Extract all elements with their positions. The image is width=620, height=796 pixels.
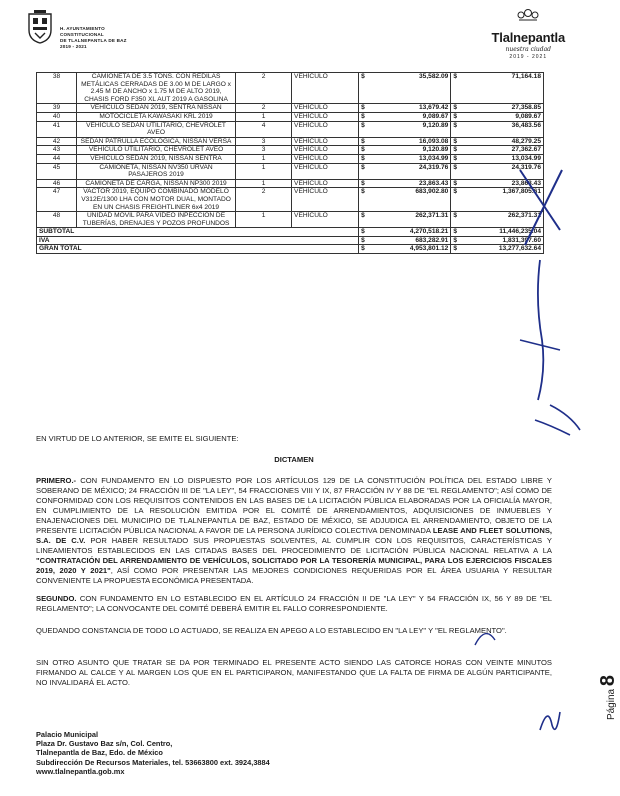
row-total: [451, 188, 544, 212]
totals-spacer: [236, 228, 359, 237]
table-row: [37, 179, 544, 188]
primero-paragraph: [36, 476, 552, 586]
page-marker: [597, 675, 620, 720]
totals-spacer: [236, 245, 359, 254]
row-quantity: 1: [236, 154, 292, 163]
row-total: [451, 154, 544, 163]
row-number: 42: [37, 137, 77, 146]
row-unit-price: [359, 179, 451, 188]
row-quantity: 1: [236, 163, 292, 179]
footer-line-3: Tlalnepantla de Baz, Edo. de México: [36, 748, 163, 758]
unit-price-value: 13,034.99: [419, 154, 449, 162]
row-unit: VEHÍCULO: [292, 104, 359, 113]
row-description: VEHÍCULO UTILITARIO, CHEVROLET AVEO: [77, 146, 236, 155]
currency-sign: $: [453, 112, 458, 120]
row-quantity: 2: [236, 188, 292, 212]
org-line-2: CONSTITUCIONAL: [60, 32, 104, 37]
row-total: [451, 104, 544, 113]
totals-label: IVA: [37, 236, 236, 245]
footer-line-4: Subdirección De Recursos Materiales, tel. 53663800 ext. 3924,3884: [36, 757, 270, 767]
initial-signature-icon: [530, 700, 570, 740]
table-row: [37, 146, 544, 155]
row-unit-price: [359, 121, 451, 137]
total-value: 48,279.25: [511, 137, 541, 145]
footer-line-2: Plaza Dr. Gustavo Baz s/n, Col. Centro,: [36, 739, 173, 749]
municipal-seal-icon: [26, 10, 54, 44]
row-quantity: 2: [236, 73, 292, 104]
totals-value-b: 1,831,397.60: [502, 236, 541, 244]
row-total: [451, 212, 544, 228]
currency-sign: $: [361, 188, 365, 196]
totals-spacer: [236, 236, 359, 245]
row-quantity: 3: [236, 137, 292, 146]
currency-sign: $: [453, 104, 458, 112]
totals-total: [451, 245, 544, 254]
currency-sign: $: [453, 212, 458, 220]
totals-value-a: 4,953,801.12: [409, 245, 449, 253]
table-row: [37, 137, 544, 146]
table-row: [37, 104, 544, 113]
header-org-text: [60, 26, 127, 50]
currency-sign: $: [453, 146, 458, 154]
row-unit: VEHÍCULO: [292, 179, 359, 188]
totals-row: [37, 236, 544, 245]
unit-price-value: 683,902.80: [415, 188, 449, 196]
header-brand: [492, 8, 565, 60]
row-unit: VEHÍCULO: [292, 112, 359, 121]
row-number: 45: [37, 163, 77, 179]
currency-sign: $: [361, 73, 365, 80]
row-number: 47: [37, 188, 77, 212]
row-quantity: 2: [236, 104, 292, 113]
org-line-1: H. AYUNTAMIENTO: [60, 26, 105, 31]
totals-row: [37, 228, 544, 237]
row-unit-price: [359, 188, 451, 212]
totals-label: GRAN TOTAL: [37, 245, 236, 254]
row-description: UNIDAD MOVIL PARA VIDEO INPECCIÓN DE TUBERÍAS, DRENAJES Y POZOS PROFUNDOS: [77, 212, 236, 228]
row-unit-price: [359, 73, 451, 104]
total-value: 27,362.67: [511, 146, 541, 154]
currency-sign: $: [453, 163, 458, 171]
row-quantity: 3: [236, 146, 292, 155]
currency-sign: $: [361, 236, 365, 244]
total-value: 71,164.18: [511, 73, 541, 80]
vehicle-table: [36, 72, 544, 254]
currency-sign: $: [361, 121, 365, 129]
row-unit-price: [359, 212, 451, 228]
intro-text: EN VIRTUD DE LO ANTERIOR, SE EMITE EL SIGUIENTE:: [36, 434, 239, 443]
org-line-3: DE TLALNEPANTLA DE BAZ: [60, 38, 127, 43]
table-row: [37, 112, 544, 121]
unit-price-value: 9,120.89: [422, 146, 449, 154]
row-unit: VEHÍCULO: [292, 73, 359, 104]
totals-total: [451, 236, 544, 245]
closing-paragraph: SIN OTRO ASUNTO QUE TRATAR SE DA POR TERMINADO EL PRESENTE ACTO SIENDO LAS CATORCE HORAS CON VEINTE MINUTOS FIRMANDO AL CALCE Y AL MARGEN LOS QUE EN EL PARTICIPARON, MANIFESTANDO QUE LA FALTA DE FIRMA DE ALGÚN PARTICIPANTE, NO INVALIDARÁ EL ACTO.: [36, 658, 552, 687]
primero-label: PRIMERO.-: [36, 476, 77, 485]
totals-unit-price: [359, 245, 451, 254]
header-municipality: [26, 10, 127, 50]
unit-price-value: 262,371.31: [415, 212, 449, 220]
row-unit-price: [359, 146, 451, 155]
row-description: MOTOCICLETA KAWASAKI KRL 2019: [77, 112, 236, 121]
row-unit: VEHÍCULO: [292, 146, 359, 155]
total-value: 36,483.56: [511, 121, 541, 129]
total-value: 262,371.31: [507, 212, 541, 220]
unit-price-value: 16,093.08: [419, 137, 449, 145]
unit-price-value: 13,679.42: [419, 104, 449, 112]
org-line-4: 2019 - 2021: [60, 44, 87, 49]
table-row: [37, 212, 544, 228]
currency-sign: $: [453, 73, 458, 80]
currency-sign: $: [453, 236, 458, 244]
row-number: 38: [37, 73, 77, 104]
currency-sign: $: [361, 146, 365, 154]
total-value: 27,358.85: [511, 104, 541, 112]
currency-sign: $: [453, 188, 458, 196]
segundo-label: SEGUNDO.: [36, 594, 77, 603]
row-number: 41: [37, 121, 77, 137]
row-quantity: 1: [236, 179, 292, 188]
currency-sign: $: [453, 245, 458, 253]
currency-sign: $: [453, 137, 458, 145]
row-quantity: 4: [236, 121, 292, 137]
totals-value-a: 4,270,518.21: [409, 228, 449, 236]
currency-sign: $: [361, 179, 365, 187]
currency-sign: $: [361, 245, 365, 253]
footer-address: [36, 730, 270, 776]
row-unit-price: [359, 154, 451, 163]
table-row: [37, 73, 544, 104]
row-description: SEDAN PATRULLA ECOLÓGICA, NISSAN VERSA: [77, 137, 236, 146]
table-row: [37, 121, 544, 137]
row-unit: VEHÍCULO: [292, 188, 359, 212]
row-unit: VEHÍCULO: [292, 212, 359, 228]
row-quantity: 1: [236, 112, 292, 121]
dictamen-title: DICTAMEN: [274, 455, 314, 464]
total-value: 1,367,805.61: [502, 188, 541, 196]
unit-price-value: 9,089.67: [422, 112, 449, 120]
row-number: 39: [37, 104, 77, 113]
segundo-text: CON FUNDAMENTO EN LO ESTABLECIDO EN EL ARTÍCULO 24 FRACCIÓN II DE "LA LEY" Y 54 FRACCIÓN IX, 56 Y 89 DE "EL REGLAMENTO"; LA CONVOCANTE DEL COMITÉ DEBERÁ EMITIR EL FALLO CORRESPONDIENTE.: [36, 594, 552, 613]
row-unit: VEHÍCULO: [292, 121, 359, 137]
primero-text-2: POR HABER RESULTADO SUS PROPUESTAS SOLVENTES, AL CUMPLIR CON LOS REQUISITOS, CARACTERÍSTICAS Y LINEAMIENTOS ESTABLECIDOS EN LAS CITADAS BASES DEL PROCEDIMIENTO DE LICITACIÓN PÚBLICA NACIONAL RELATIVA A LA: [36, 536, 552, 555]
row-total: [451, 146, 544, 155]
currency-sign: $: [361, 228, 365, 236]
page-number: 8: [597, 675, 619, 687]
row-unit-price: [359, 112, 451, 121]
totals-unit-price: [359, 236, 451, 245]
currency-sign: $: [453, 121, 458, 129]
table-row: [37, 154, 544, 163]
totals-value-a: 683,282.91: [415, 236, 449, 244]
unit-price-value: 9,120.89: [422, 121, 449, 129]
currency-sign: $: [453, 154, 458, 162]
totals-value-b: 11,446,235.04: [499, 228, 541, 236]
page-label: Página: [606, 688, 617, 721]
row-description: VEHÍCULO SEDAN 2019, SENTRA NISSAN: [77, 104, 236, 113]
brand-slogan: nuestra ciudad: [505, 46, 552, 53]
footer-line-5: www.tlalnepantla.gob.mx: [36, 766, 125, 776]
currency-sign: $: [453, 228, 458, 236]
constancia-paragraph: QUEDANDO CONSTANCIA DE TODO LO ACTUADO, SE REALIZA EN APEGO A LO ESTABLECIDO EN "LA LEY" Y "EL REGLAMENTO".: [36, 626, 507, 635]
unit-price-value: 24,319.76: [419, 163, 449, 171]
currency-sign: $: [361, 112, 365, 120]
unit-price-value: 35,582.09: [419, 73, 449, 80]
currency-sign: $: [361, 163, 365, 171]
row-unit-price: [359, 137, 451, 146]
primero-text-1: CON FUNDAMENTO EN LO DISPUESTO POR LOS ARTÍCULOS 129 DE LA CONSTITUCIÓN POLÍTICA DEL ESTADO LIBRE Y SOBERANO DE MÉXICO; 24 FRACCIÓN III DE "LA LEY", 54 FRACCIONES VIII Y IX, 87 FRACCIÓN IV Y 88 DE "EL REGLAMENTO"; ASÍ COMO DE CONFORMIDAD CON LOS REQUISITOS CONTENIDOS EN LAS BASES DE LA LICITACIÓN PÚBLICA ELABORADAS POR LA OFICIALÍA MAYOR, EN CUMPLIMIENTO DE LA RESOLUCIÓN EMITIDA POR EL COMITÉ DE ARRENDAMIENTOS, ADQUISICIONES DE INMUEBLES Y ENAJENACIONES DEL MUNICIPIO DE TLALNEPANTLA DE BAZ, ESTADO DE MÉXICO, SE ADJUDICA EL ARRENDAMIENTO, OBJETO DE LA PRESENTE LICITACIÓN PÚBLICA NACIONAL A FAVOR DE LA PERSONA JURÍDICO COLECTIVA DENOMINADA: [36, 476, 552, 535]
currency-sign: $: [361, 154, 365, 162]
totals-unit-price: [359, 228, 451, 237]
totals-value-b: 13,277,632.64: [498, 245, 541, 253]
row-total: [451, 112, 544, 121]
crest-icon: [517, 8, 539, 22]
row-unit-price: [359, 163, 451, 179]
currency-sign: $: [361, 212, 365, 220]
row-unit: VEHÍCULO: [292, 163, 359, 179]
brand-name: Tlalnepantla: [491, 30, 565, 45]
row-quantity: 1: [236, 212, 292, 228]
table-row: [37, 163, 544, 179]
row-description: CAMIONETA, NISSAN NV350 URVAN PASAJEROS 2019: [77, 163, 236, 179]
total-value: 23,863.43: [511, 179, 541, 187]
row-total: [451, 73, 544, 104]
row-number: 44: [37, 154, 77, 163]
total-value: 24,319.76: [511, 163, 541, 171]
row-description: VEHÍCULO SEDÁN 2019, NISSAN SENTRA: [77, 154, 236, 163]
total-value: 9,089.67: [515, 112, 541, 120]
total-value: 13,034.99: [511, 154, 541, 162]
unit-price-value: 23,863.43: [419, 179, 449, 187]
currency-sign: $: [361, 137, 365, 145]
row-unit: VEHÍCULO: [292, 137, 359, 146]
row-description: CAMIONETA DE CARGA, NISSAN NP300 2019: [77, 179, 236, 188]
row-description: CAMIONETA DE 3.5 TONS. CON REDILAS METÁLICAS CERRADAS DE 3.00 M DE LARGO x 2.45 M DE ANCHO x 1.75 M DE ALTO 2019, CHASIS FORD F350 XL AUT 2019 A GASOLINA: [77, 73, 236, 104]
row-total: [451, 163, 544, 179]
row-description: VACTOR 2019, EQUIPO COMBINADO MODELO V312E/1300 LHA CON MOTOR DUAL, MONTADO EN UN CHASIS FREIGHTLINER 6x4 2019: [77, 188, 236, 212]
totals-total: [451, 228, 544, 237]
row-unit-price: [359, 104, 451, 113]
currency-sign: $: [453, 179, 458, 187]
row-number: 40: [37, 112, 77, 121]
row-number: 48: [37, 212, 77, 228]
totals-row: [37, 245, 544, 254]
contract-title: "CONTRATACIÓN DEL ARRENDAMIENTO DE VEHÍCULOS, SOLICITADO POR LA TESORERÍA MUNICIPAL, PARA LOS EJERCICIOS FISCALES 2019, 2020 Y 2021": [36, 556, 552, 575]
row-unit: VEHÍCULO: [292, 154, 359, 163]
row-total: [451, 179, 544, 188]
currency-sign: $: [361, 104, 365, 112]
brand-years: 2019 - 2021: [509, 54, 548, 60]
table-row: [37, 188, 544, 212]
row-description: VEHÍCULO SEDÁN UTILITARIO, CHEVROLET AVEO: [77, 121, 236, 137]
company-name: LEASE AND FLEET SOLUTIONS, S.A. DE C.V.: [36, 526, 552, 545]
segundo-paragraph: [36, 594, 552, 614]
row-number: 46: [37, 179, 77, 188]
row-total: [451, 121, 544, 137]
primero-text-3: , ASÍ COMO POR PRESENTAR LAS MEJORES CONDICIONES REQUERIDAS POR EL ÁREA USUARIA Y RESULTAR CONVENIENTE LA PROPUESTA ECONÓMICA PRESENTADA.: [36, 566, 552, 585]
row-number: 43: [37, 146, 77, 155]
footer-line-1: Palacio Municipal: [36, 730, 99, 739]
totals-label: SUBTOTAL: [37, 228, 236, 237]
row-total: [451, 137, 544, 146]
